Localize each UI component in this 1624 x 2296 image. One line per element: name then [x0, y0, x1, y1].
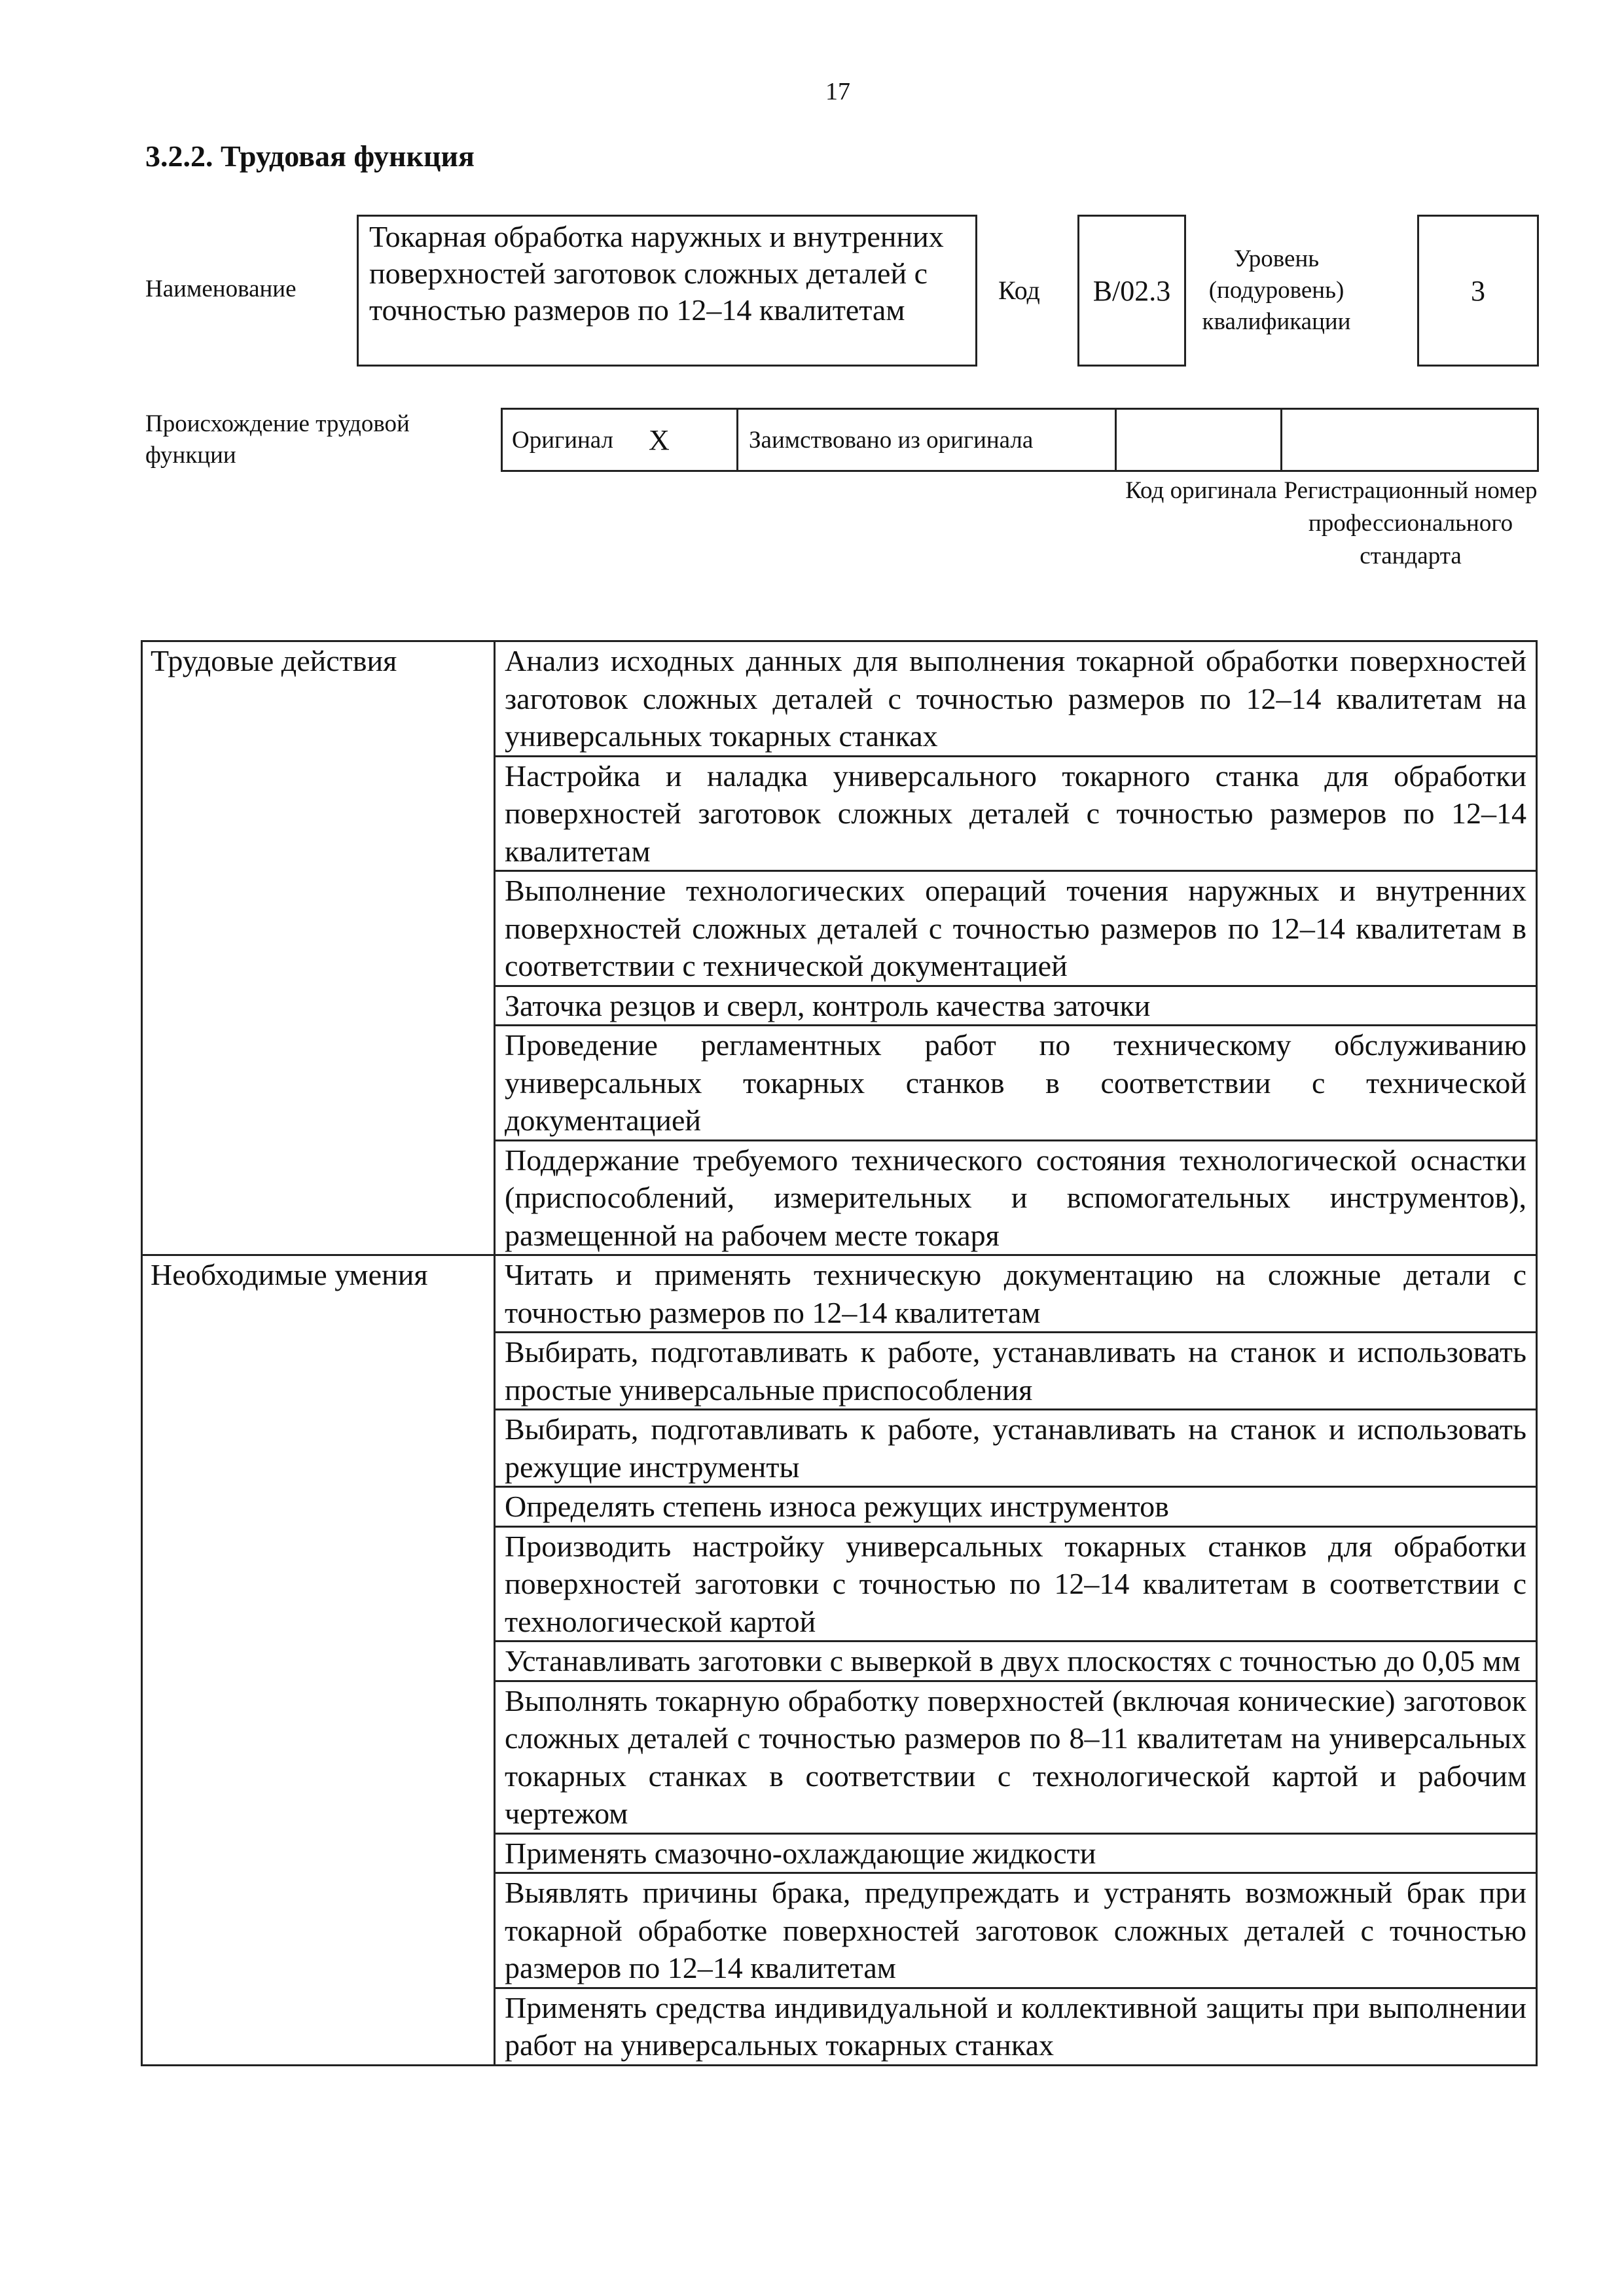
- table-item-cell: Производить настройку универсальных токарных станков для обработки поверхностей заготовки с точностью по 12–14 квалитетам в соответствии с технологической картой: [495, 1526, 1537, 1641]
- qualification-level-box: 3: [1417, 215, 1539, 367]
- table-item-cell: Проведение регламентных работ по техническому обслуживанию универсальных токарных станков в соответствии с технической документацией: [495, 1026, 1537, 1141]
- name-label: Наименование: [145, 276, 297, 302]
- original-code-label: Код оригинала: [1125, 477, 1277, 504]
- table-item-cell: Заточка резцов и сверл, контроль качества заточки: [495, 986, 1537, 1026]
- category-cell: Необходимые умения: [142, 1255, 495, 2066]
- table-item-cell: Выполнять токарную обработку поверхностей (включая конические) заготовок сложных деталей с точностью размеров по 8–11 квалитетам на универсальных токарных станках в соответствии с технологической картой и рабочим чертежом: [495, 1681, 1537, 1833]
- origin-original-cell: [503, 410, 738, 470]
- qualification-level-label: Уровень (подуровень) квалификации: [1202, 245, 1351, 335]
- page-number: 17: [825, 78, 850, 105]
- table-item-cell: Выбирать, подготавливать к работе, устанавливать на станок и использовать простые универсальные приспособления: [495, 1333, 1537, 1410]
- table-item-cell: Выбирать, подготавливать к работе, устанавливать на станок и использовать режущие инструменты: [495, 1410, 1537, 1487]
- table-item-cell: Анализ исходных данных для выполнения токарной обработки поверхностей заготовок сложных деталей с точностью размеров по 12–14 квалитетам на универсальных токарных станках: [495, 641, 1537, 757]
- table-item-cell: Устанавливать заготовки с выверкой в двух плоскостях с точностью до 0,05 мм: [495, 1641, 1537, 1681]
- labor-function-table: [141, 640, 1538, 2066]
- function-name-box: Токарная обработка наружных и внутренних поверхностей заготовок сложных деталей с точностью размеров по 12–14 квалитетам: [357, 215, 977, 367]
- table-item-cell: Выполнение технологических операций точения наружных и внутренних поверхностей сложных деталей с точностью размеров по 12–14 квалитетам в соответствии с технической документацией: [495, 871, 1537, 986]
- table-item-cell: Применять средства индивидуальной и коллективной защиты при выполнении работ на универсальных токарных станках: [495, 1988, 1537, 2065]
- origin-row: [501, 408, 1539, 472]
- table-row: [142, 1255, 1537, 1333]
- table-item-cell: Поддержание требуемого технического состояния технологической оснастки (приспособлений, измерительных и вспомогательных инструментов), размещенной на рабочем месте токаря: [495, 1140, 1537, 1255]
- code-label: Код: [998, 276, 1040, 305]
- origin-original-mark: X: [649, 423, 670, 456]
- registration-number-label: Регистрационный номер профессионального стандарта: [1284, 477, 1538, 569]
- table-item-cell: Настройка и наладка универсального токарного станка для обработки поверхностей заготовок сложных деталей с точностью размеров по 12–14 квалитетам: [495, 756, 1537, 871]
- origin-label: Происхождение трудовой функции: [145, 410, 410, 469]
- table-item-cell: Читать и применять техническую документацию на сложные детали с точностью размеров по 12–14 квалитетам: [495, 1255, 1537, 1333]
- origin-code-cell: [1117, 410, 1282, 470]
- category-cell: Трудовые действия: [142, 641, 495, 1255]
- origin-original-label: Оригинал: [512, 426, 614, 454]
- table-item-cell: Применять смазочно-охлаждающие жидкости: [495, 1833, 1537, 1873]
- section-heading: 3.2.2. Трудовая функция: [145, 139, 475, 173]
- origin-borrowed-cell: Заимствовано из оригинала: [738, 410, 1117, 470]
- function-code-box: B/02.3: [1077, 215, 1186, 367]
- table-item-cell: Выявлять причины брака, предупреждать и устранять возможный брак при токарной обработке поверхностей заготовок сложных деталей с точностью размеров по 12–14 квалитетам: [495, 1873, 1537, 1988]
- origin-reg-number-cell: [1282, 410, 1537, 470]
- table-item-cell: Определять степень износа режущих инструментов: [495, 1487, 1537, 1527]
- table-row: [142, 641, 1537, 757]
